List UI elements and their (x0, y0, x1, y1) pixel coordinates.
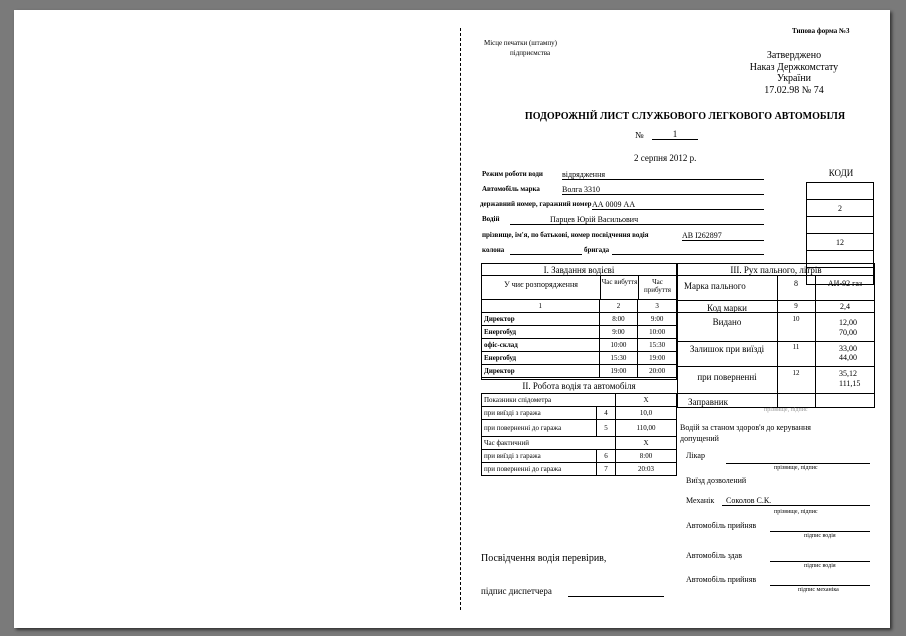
s2-x: X (616, 394, 677, 407)
reg-label: державний номер, гаражний номер (480, 200, 592, 208)
s2-label: при поверненні до гаража (482, 420, 597, 437)
code-cell: 2 (807, 200, 874, 217)
s3-rule (677, 275, 875, 276)
s3-remain-value-2: 44,00 (839, 353, 857, 362)
s1-cell: 19:00 (599, 365, 638, 378)
reg-value: АА 0009 АА (592, 200, 764, 210)
mode-label: Режим роботи води (482, 170, 543, 178)
car-handed-label: Автомобіль здав (686, 551, 743, 560)
document-page (14, 10, 890, 628)
s2-code: 6 (597, 450, 616, 463)
car-accepted2-label: Автомобіль прийняв (686, 575, 757, 584)
column-label: колона (482, 246, 505, 254)
s3-refueler-label: Заправник (688, 397, 728, 407)
car-accepted2-line (770, 585, 870, 586)
table-row (482, 313, 677, 326)
s3-code-num: 9 (794, 302, 798, 310)
s1-cell: 19:00 (638, 352, 677, 365)
s3-issued-num: 10 (792, 315, 800, 323)
s1-cell: Енергобуд (482, 352, 600, 365)
car-accepted-line (770, 531, 870, 532)
s1-cell: 8:00 (599, 313, 638, 326)
s2-x: X (616, 437, 677, 450)
s3-code-label: Код марки (707, 303, 747, 313)
stamp-company-label: підприємства (510, 49, 551, 57)
doctor-line (726, 463, 870, 464)
number-label: № (635, 130, 644, 140)
table-row (482, 394, 677, 407)
s3-rule (677, 366, 875, 367)
car-value: Волга 3310 (562, 185, 764, 195)
s3-rule (677, 393, 875, 394)
approved-line-3: України (777, 73, 811, 84)
typical-form-label: Типова форма №3 (792, 27, 850, 35)
brigade-line (612, 254, 764, 255)
s3-return-value-1: 35,12 (839, 369, 857, 378)
health-line-1: Водій за станом здоров'я до керування (680, 423, 811, 432)
s3-issued-value-1: 12,00 (839, 318, 857, 327)
s3-refueler-sub: прізвище, підпис (764, 407, 808, 413)
s2-code: 7 (597, 463, 616, 476)
s3-return-value-2: 111,15 (839, 379, 861, 388)
id-label: прізвище, ім'я, по батькові, номер посвідчення водія (482, 231, 649, 239)
s1-cell: 10:00 (638, 326, 677, 339)
dispatcher-sign-label: підпис диспетчера (481, 586, 552, 596)
waybill-date: 2 серпня 2012 р. (634, 153, 697, 163)
s1-col3-label: Час прибуття (643, 278, 672, 294)
s3-return-num: 12 (792, 369, 800, 377)
table-row (482, 326, 677, 339)
table-row (482, 352, 677, 365)
table-row (482, 450, 677, 463)
table-row (482, 365, 677, 378)
dispatcher-sign-line (568, 596, 664, 597)
doctor-sub: прізвище, підпис (774, 465, 818, 471)
s1-num: 3 (638, 300, 677, 313)
column-line (510, 254, 582, 255)
s2-code: 4 (597, 407, 616, 420)
s3-code-value: 2,4 (840, 302, 850, 311)
s1-cell: 15:30 (599, 352, 638, 365)
s2-value: 10,0 (616, 407, 677, 420)
s2-code: 5 (597, 420, 616, 437)
s3-remain-num: 11 (792, 343, 800, 351)
s1-col2-label: Час вибуття (601, 278, 638, 286)
s2-time-label: Час фактичний (482, 437, 616, 450)
section1-table (481, 299, 677, 378)
s1-cell: 9:00 (599, 326, 638, 339)
stamp-place-label: Місце печатки (штампу) (484, 39, 557, 47)
s2-value: 20:03 (616, 463, 677, 476)
exit-allowed-label: Виїзд дозволений (686, 476, 747, 485)
driver-value: Парцев Юрій Васильович (510, 215, 764, 225)
driver-label: Водій (482, 215, 500, 223)
mechanic-label: Механік (686, 496, 715, 505)
s1-cell: 10:00 (599, 339, 638, 352)
section1-title: І. Завдання водієві (543, 265, 615, 275)
code-cell: 12 (807, 234, 874, 251)
mechanic-sign-sub: підпис механіка (798, 587, 839, 593)
health-line-2: допущений (680, 434, 719, 443)
car-handed-line (770, 561, 870, 562)
s2-label: при виїзді з гаража (482, 407, 597, 420)
s3-brand-value: АИ-92 газ (827, 279, 863, 288)
mode-value: відрядження (562, 170, 764, 180)
brigade-label: бригада (584, 246, 610, 254)
section3-title: ІІІ. Рух пального, літрів (730, 265, 822, 275)
s3-issued-label: Видано (712, 317, 742, 327)
s2-value: 8:00 (616, 450, 677, 463)
s1-cell: Директор (482, 365, 600, 378)
driver-sign-sub: підпис водія (804, 533, 836, 539)
code-cell (807, 183, 874, 200)
car-label: Автомобіль марка (482, 185, 540, 193)
cut-line (460, 28, 461, 610)
s2-speedo-label: Показники спідометра (482, 394, 616, 407)
driver-sign-sub: підпис водія (804, 563, 836, 569)
mechanic-sub: прізвище, підпис (774, 509, 818, 515)
s3-issued-value-2: 70,00 (839, 328, 857, 337)
section2-table (481, 393, 677, 476)
s1-cell: Енергобуд (482, 326, 600, 339)
s1-col1-label: У чиє розпорядження (504, 280, 578, 289)
s1-num: 1 (482, 300, 600, 313)
car-accepted-label: Автомобіль прийняв (686, 521, 757, 530)
id-value: АВ І262897 (682, 231, 764, 241)
s2-label: при поверненні до гаража (482, 463, 597, 476)
s1-cell: 15:30 (638, 339, 677, 352)
page-title: ПОДОРОЖНІЙ ЛИСТ СЛУЖБОВОГО ЛЕГКОВОГО АВТОМОБІЛЯ (524, 111, 846, 122)
s3-return-label: при поверненні (697, 372, 757, 382)
s1-num: 2 (599, 300, 638, 313)
license-checked-label: Посвідчення водія перевірив, (481, 553, 607, 564)
s1-cell: офіс-склад (482, 339, 600, 352)
s3-rule (677, 300, 875, 301)
s1-cell: 9:00 (638, 313, 677, 326)
mechanic-value: Соколов С.К. (722, 496, 870, 506)
table-row (482, 463, 677, 476)
approved-line-2: Наказ Держкомстату (749, 62, 839, 73)
s2-label: при виїзді з гаража (482, 450, 597, 463)
table-row (482, 420, 677, 437)
table-row (482, 407, 677, 420)
s2-value: 110,00 (616, 420, 677, 437)
section2-title: ІІ. Робота водія та автомобіля (522, 381, 636, 391)
doctor-label: Лікар (686, 451, 705, 460)
s3-brand-code: 8 (794, 279, 798, 288)
s3-brand-label: Марка пального (684, 281, 746, 291)
s3-remain-label: Залишок при виїзді (689, 344, 765, 354)
table-row (482, 339, 677, 352)
code-cell (807, 217, 874, 234)
s1-cell: 20:00 (638, 365, 677, 378)
codes-header: КОДИ (828, 168, 854, 178)
approved-line-1: Затверджено (766, 50, 822, 61)
table-row (482, 437, 677, 450)
waybill-number: 1 (652, 129, 698, 140)
s3-remain-value-1: 33,00 (839, 344, 857, 353)
approved-line-4: 17.02.98 № 74 (764, 85, 824, 96)
s1-cell: Директор (482, 313, 600, 326)
s3-rule (677, 341, 875, 342)
